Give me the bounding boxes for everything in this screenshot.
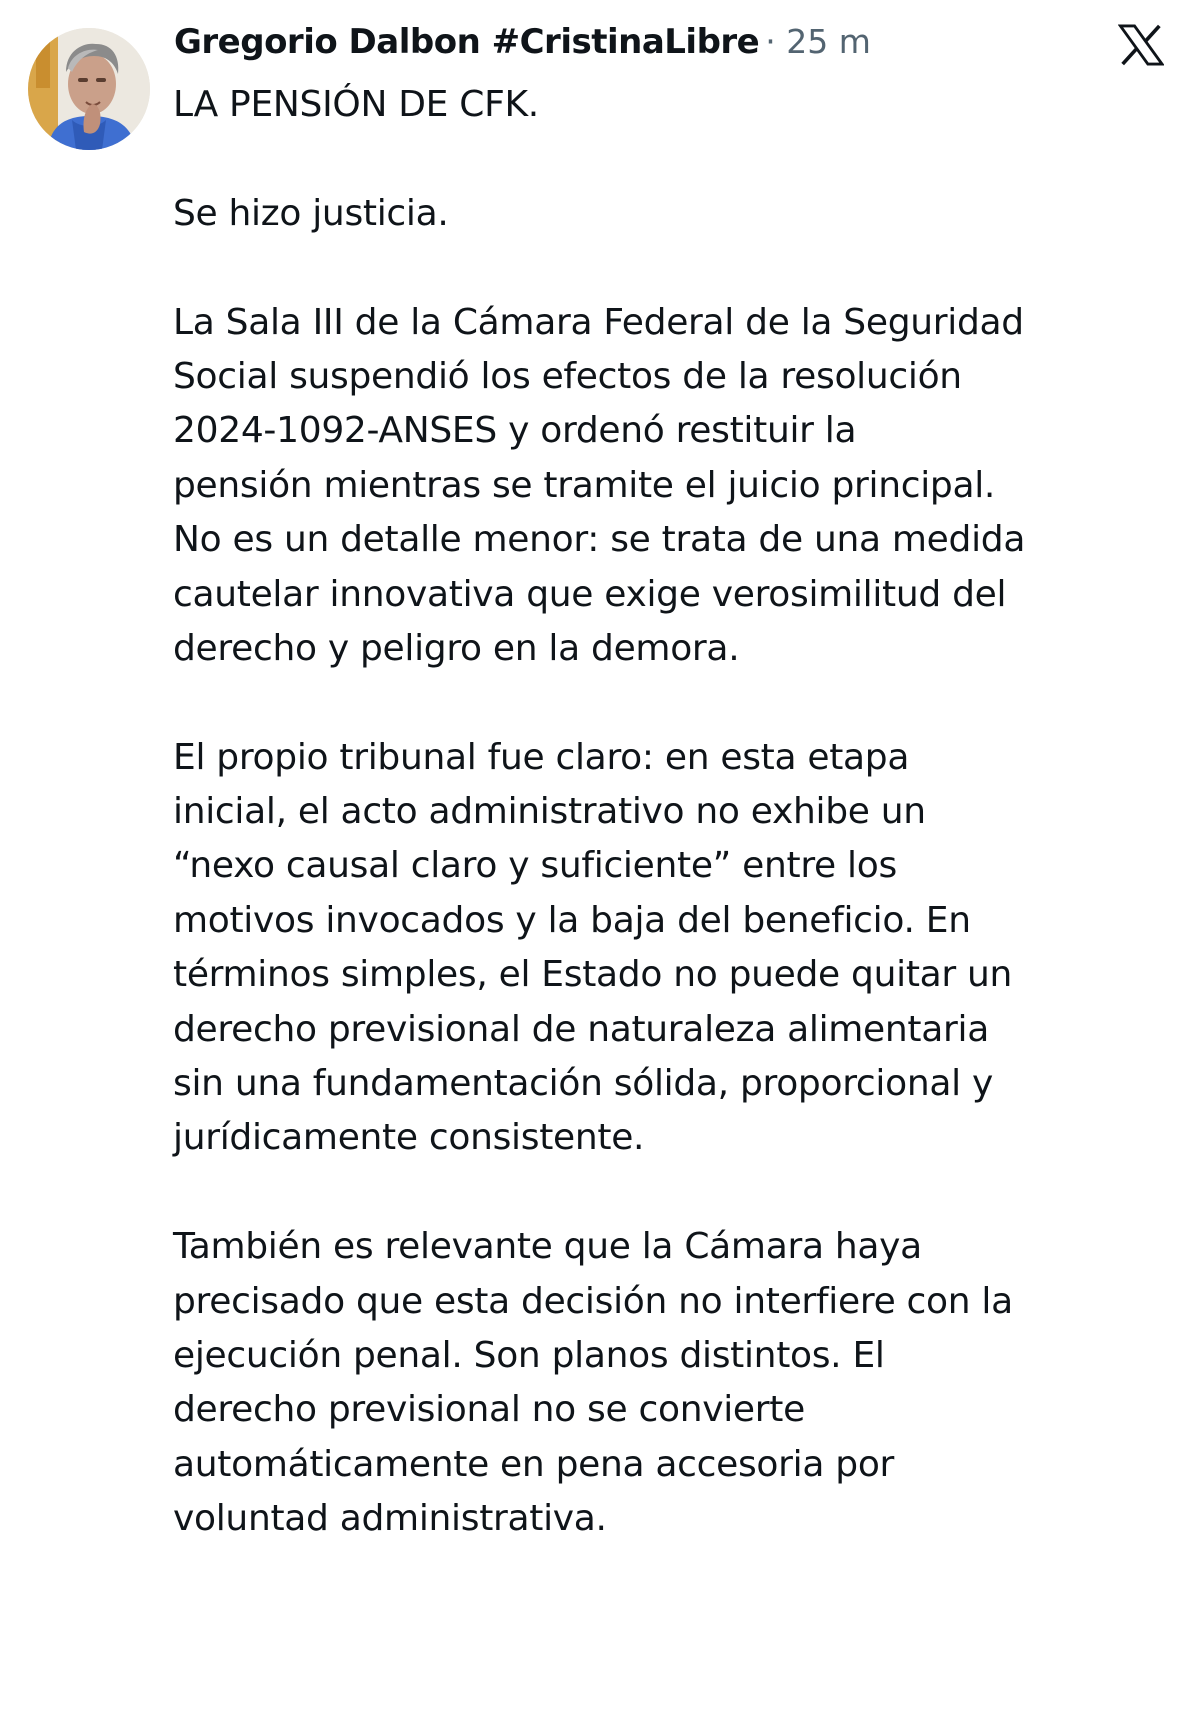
timestamp-value: 25 m xyxy=(786,22,871,61)
x-logo-icon[interactable] xyxy=(1118,24,1164,66)
text-line: cautelar innovativa que exige verosimilitud del xyxy=(173,573,1007,615)
paragraph-gap xyxy=(173,1166,1173,1220)
paragraph-gap xyxy=(173,132,1173,186)
text-line: voluntad administrativa. xyxy=(173,1498,607,1540)
text-line: derecho y peligro en la demora. xyxy=(173,627,740,669)
text-line: También es relevante que la Cámara haya xyxy=(173,1226,922,1268)
text-line: pensión mientras se tramite el juicio principal. xyxy=(173,464,996,506)
tweet-text xyxy=(173,78,1173,1547)
text-line: ejecución penal. Son planos distintos. El xyxy=(173,1334,885,1376)
text-line: motivos invocados y la baja del beneficio. En xyxy=(173,899,971,941)
text-line: derecho previsional no se convierte xyxy=(173,1389,805,1431)
text-line: precisado que esta decisión no interfiere con la xyxy=(173,1280,1013,1322)
author-avatar[interactable] xyxy=(28,28,150,150)
separator-dot: · xyxy=(765,22,776,61)
text-line: Social suspendió los efectos de la resolución xyxy=(173,355,962,397)
text-line: automáticamente en pena accesoria por xyxy=(173,1443,895,1485)
paragraph-gap xyxy=(173,676,1173,730)
text-line: El propio tribunal fue claro: en esta etapa xyxy=(173,736,910,778)
text-line: términos simples, el Estado no puede quitar un xyxy=(173,954,1013,996)
text-line: No es un detalle menor: se trata de una medida xyxy=(173,519,1026,561)
text-line: jurídicamente consistente. xyxy=(173,1117,645,1159)
tweet-header xyxy=(174,22,871,74)
text-line: LA PENSIÓN DE CFK. xyxy=(173,84,539,125)
text-line: “nexo causal claro y suficiente” entre los xyxy=(173,845,897,887)
text-line: La Sala III de la Cámara Federal de la Seguridad xyxy=(173,301,1024,343)
text-line: derecho previsional de naturaleza alimentaria xyxy=(173,1008,989,1050)
text-line: sin una fundamentación sólida, proporcional y xyxy=(173,1063,993,1105)
text-line: Se hizo justicia. xyxy=(173,192,449,234)
text-line: 2024-1092-ANSES y ordenó restituir la xyxy=(173,410,857,452)
timestamp[interactable] xyxy=(765,22,871,61)
profile-photo-icon xyxy=(28,28,150,150)
text-line: inicial, el acto administrativo no exhibe un xyxy=(173,791,926,833)
author-display-name[interactable]: Gregorio Dalbon #CristinaLibre xyxy=(174,22,760,62)
x-logo-glyph xyxy=(1118,24,1164,66)
paragraph-gap xyxy=(173,241,1173,295)
